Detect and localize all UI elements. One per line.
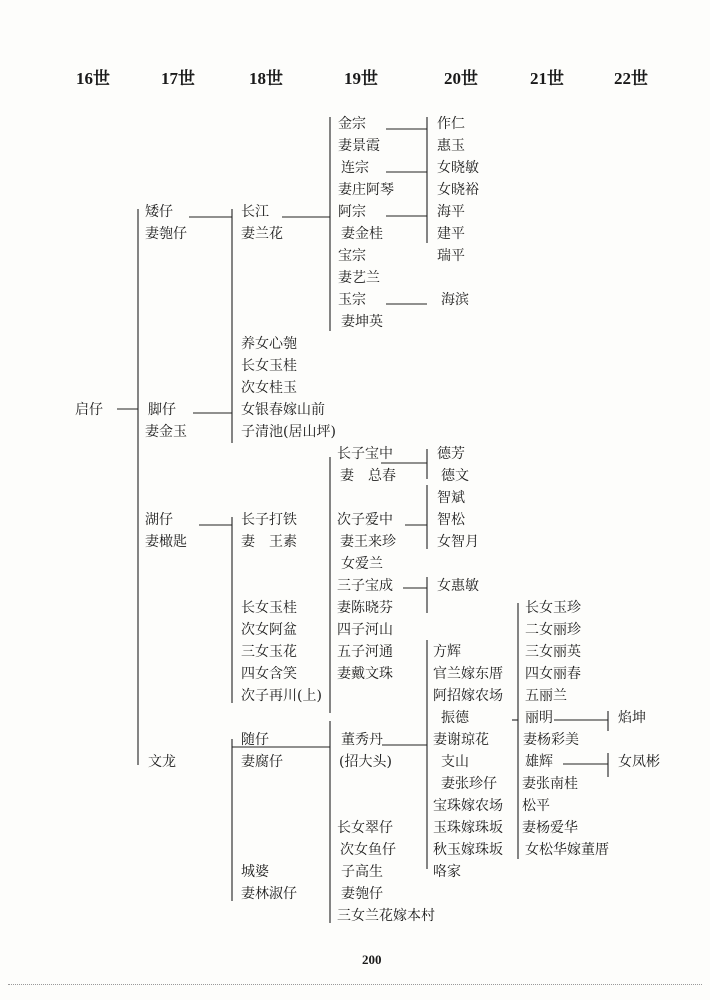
person-name: 妻橄匙 <box>145 534 187 550</box>
person-name: 妻陈晓芬 <box>337 600 393 616</box>
person-name: 金宗 <box>338 116 366 132</box>
person-name: 五子河通 <box>337 644 393 660</box>
person-name: 次子爱中 <box>337 512 393 528</box>
generation-header: 22世 <box>614 69 648 88</box>
person-name: 长女玉珍 <box>525 600 581 616</box>
person-name: 脚仔 <box>148 402 176 418</box>
generation-header: 17世 <box>161 69 195 88</box>
person-name: 次女阿盆 <box>241 622 297 638</box>
person-name: 智松 <box>437 512 465 528</box>
person-name: 妻金桂 <box>341 226 383 242</box>
person-name: 建平 <box>437 226 465 242</box>
person-name: 妻艺兰 <box>338 270 380 286</box>
person-name: 妻杨爱华 <box>522 820 578 836</box>
person-name: 二女丽珍 <box>525 622 581 638</box>
person-name: 次女鱼仔 <box>340 842 396 858</box>
person-name: 妻谢琼花 <box>433 732 489 748</box>
person-name: 海滨 <box>441 292 469 308</box>
person-name: 妻景霞 <box>338 138 380 154</box>
person-name: 惠玉 <box>437 138 465 154</box>
person-name: 方辉 <box>433 644 461 660</box>
person-name: 长女翠仔 <box>337 820 393 836</box>
person-name: 女银春嫁山前 <box>241 402 325 418</box>
page-number: 200 <box>362 952 382 967</box>
person-name: 女凤彬 <box>618 754 660 770</box>
person-name: 妻杨彩美 <box>523 732 579 748</box>
person-name: 玉珠嫁珠坂 <box>433 820 503 836</box>
person-name: 支山 <box>441 754 469 770</box>
person-name: 丽明 <box>525 710 553 726</box>
person-name: 宝宗 <box>338 248 366 264</box>
person-name: 妻腐仔 <box>241 754 283 770</box>
person-name: 董秀丹 <box>341 732 383 748</box>
person-name: 长子打铁 <box>241 512 297 528</box>
person-name: 秋玉嫁珠坂 <box>433 842 503 858</box>
person-name: 德文 <box>441 468 469 484</box>
person-name: (招大头) <box>339 754 392 770</box>
person-name: 妻金玉 <box>145 424 187 440</box>
generation-header: 19世 <box>344 69 378 88</box>
person-name: 妻坤英 <box>341 314 383 330</box>
person-name: 女晓裕 <box>437 182 479 198</box>
person-name: 五丽兰 <box>525 688 567 704</box>
person-name: 阿招嫁农场 <box>433 688 503 704</box>
person-name: 三子宝成 <box>337 578 393 594</box>
person-name: 文龙 <box>148 754 176 770</box>
person-name: 德芳 <box>437 446 465 462</box>
person-name: 妻兰花 <box>241 226 283 242</box>
person-name: 四子河山 <box>337 622 393 638</box>
generation-header: 18世 <box>249 69 283 88</box>
person-name: 子清池(居山坪) <box>241 424 336 440</box>
person-name: 妻王来珍 <box>340 534 396 550</box>
person-name: 妻匏仔 <box>341 886 383 902</box>
person-name: 官兰嫁东厝 <box>433 666 503 682</box>
person-name: 女爱兰 <box>341 556 383 572</box>
person-name: 焰坤 <box>618 710 646 726</box>
person-name: 长江 <box>241 204 269 220</box>
generation-header: 16世 <box>76 69 110 88</box>
person-name: 女智月 <box>437 534 479 550</box>
person-name: 妻张珍仔 <box>441 776 497 792</box>
person-name: 三女兰花嫁本村 <box>337 908 435 924</box>
person-name: 三女玉花 <box>241 644 297 660</box>
person-name: 养女心匏 <box>241 336 297 352</box>
person-name: 妻林淑仔 <box>241 886 297 902</box>
person-name: 妻庄阿琴 <box>338 182 394 198</box>
bottom-rule <box>8 984 702 985</box>
person-name: 长女玉桂 <box>241 358 297 374</box>
person-name: 智斌 <box>437 490 465 506</box>
person-name: 妻 王素 <box>241 534 297 550</box>
person-name: 妻 总春 <box>340 468 396 484</box>
person-name: 启仔 <box>75 402 103 418</box>
person-name: 城婆 <box>241 864 269 880</box>
person-name: 玉宗 <box>338 292 366 308</box>
generation-header: 21世 <box>530 69 564 88</box>
person-name: 咯家 <box>433 864 461 880</box>
person-name: 瑞平 <box>437 248 465 264</box>
person-name: 三女丽英 <box>525 644 581 660</box>
person-name: 海平 <box>437 204 465 220</box>
person-name: 女晓敏 <box>437 160 479 176</box>
person-name: 矮仔 <box>145 204 173 220</box>
person-name: 随仔 <box>241 732 269 748</box>
person-name: 次子再川(上) <box>241 688 322 704</box>
person-name: 妻匏仔 <box>145 226 187 242</box>
person-name: 妻张南桂 <box>522 776 578 792</box>
person-name: 女惠敏 <box>437 578 479 594</box>
person-name: 宝珠嫁农场 <box>433 798 503 814</box>
person-name: 湖仔 <box>145 512 173 528</box>
person-name: 振德 <box>441 710 469 726</box>
person-name: 妻戴文珠 <box>337 666 393 682</box>
person-name: 连宗 <box>341 160 369 176</box>
person-name: 松平 <box>522 798 550 814</box>
generation-header: 20世 <box>444 69 478 88</box>
person-name: 雄辉 <box>525 754 553 770</box>
person-name: 女松华嫁董厝 <box>525 842 609 858</box>
person-name: 四女含笑 <box>241 666 297 682</box>
person-name: 长子宝中 <box>337 446 393 462</box>
person-name: 四女丽春 <box>525 666 581 682</box>
person-name: 阿宗 <box>338 204 366 220</box>
person-name: 次女桂玉 <box>241 380 297 396</box>
person-name: 长女玉桂 <box>241 600 297 616</box>
person-name: 子高生 <box>341 864 383 880</box>
person-name: 作仁 <box>437 116 465 132</box>
